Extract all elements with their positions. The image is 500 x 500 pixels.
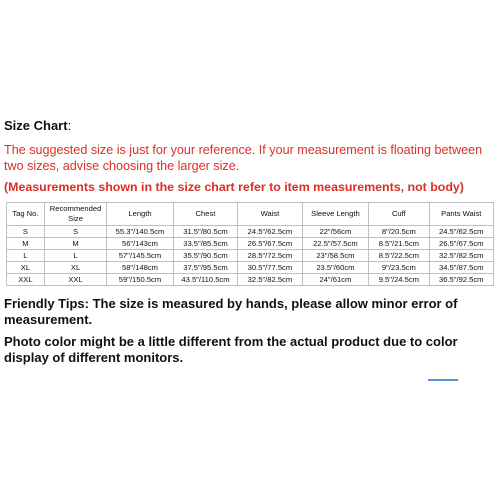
photo-color-note: Photo color might be a little different from the actual product due to color display of different monitors. bbox=[4, 334, 458, 365]
col-header-chest: Chest bbox=[173, 203, 237, 226]
table-cell: XXL bbox=[44, 274, 106, 286]
table-row bbox=[7, 226, 494, 238]
table-cell: 24.5"/62.5cm bbox=[429, 226, 493, 238]
col-header-cuff: Cuff bbox=[369, 203, 429, 226]
size-chart-title bbox=[4, 118, 496, 133]
table-row bbox=[7, 238, 494, 250]
table-cell: 23.5"/60cm bbox=[302, 262, 369, 274]
table-cell: 8.5"/21.5cm bbox=[369, 238, 429, 250]
size-chart-title-colon: : bbox=[67, 118, 72, 133]
table-cell: 32.5"/82.5cm bbox=[429, 250, 493, 262]
table-cell: XL bbox=[44, 262, 106, 274]
table-row bbox=[7, 250, 494, 262]
size-advice-note: The suggested size is just for your reference. If your measurement is floating between two sizes, advise choosing the larger size. bbox=[4, 143, 483, 173]
table-cell: 26.5"/67.5cm bbox=[238, 238, 302, 250]
table-cell: 24.5"/62.5cm bbox=[238, 226, 302, 238]
table-cell: 55.3"/140.5cm bbox=[107, 226, 174, 238]
table-cell: XL bbox=[7, 262, 45, 274]
table-cell: 22"/56cm bbox=[302, 226, 369, 238]
table-cell: 28.5"/72.5cm bbox=[238, 250, 302, 262]
table-row bbox=[7, 262, 494, 274]
table-cell: 30.5"/77.5cm bbox=[238, 262, 302, 274]
table-cell: 26.5"/67.5cm bbox=[429, 238, 493, 250]
table-cell: XXL bbox=[7, 274, 45, 286]
table-cell: 32.5"/82.5cm bbox=[238, 274, 302, 286]
size-chart-section bbox=[4, 118, 496, 366]
table-cell: 56"/143cm bbox=[107, 238, 174, 250]
table-cell: S bbox=[7, 226, 45, 238]
col-header-recommended-size: Recommended Size bbox=[44, 203, 106, 226]
table-cell: L bbox=[7, 250, 45, 262]
table-cell: 37.5"/95.5cm bbox=[173, 262, 237, 274]
col-header-waist: Waist bbox=[238, 203, 302, 226]
size-table bbox=[6, 202, 494, 286]
col-header-pants-waist: Pants Waist bbox=[429, 203, 493, 226]
table-cell: 31.5"/80.5cm bbox=[173, 226, 237, 238]
table-cell: M bbox=[44, 238, 106, 250]
table-cell: 8.5"/22.5cm bbox=[369, 250, 429, 262]
table-cell: 33.5"/85.5cm bbox=[173, 238, 237, 250]
table-cell: S bbox=[44, 226, 106, 238]
accent-underline bbox=[428, 379, 458, 381]
size-chart-title-label: Size Chart bbox=[4, 118, 68, 133]
friendly-tips: Friendly Tips: The size is measured by hands, please allow minor error of measurement. bbox=[4, 296, 458, 327]
table-cell: 36.5"/92.5cm bbox=[429, 274, 493, 286]
table-cell: 8"/20.5cm bbox=[369, 226, 429, 238]
table-cell: 23"/58.5cm bbox=[302, 250, 369, 262]
table-cell: 9"/23.5cm bbox=[369, 262, 429, 274]
col-header-length: Length bbox=[107, 203, 174, 226]
table-cell: 35.5"/90.5cm bbox=[173, 250, 237, 262]
measurement-disclaimer: (Measurements shown in the size chart refer to item measurements, not body) bbox=[4, 180, 464, 194]
table-cell: 59"/150.5cm bbox=[107, 274, 174, 286]
table-cell: 9.5"/24.5cm bbox=[369, 274, 429, 286]
table-cell: 57"/145.5cm bbox=[107, 250, 174, 262]
table-cell: 24"/61cm bbox=[302, 274, 369, 286]
table-cell: 22.5"/57.5cm bbox=[302, 238, 369, 250]
col-header-sleeve-length: Sleeve Length bbox=[302, 203, 369, 226]
table-cell: 43.5"/110.5cm bbox=[173, 274, 237, 286]
table-cell: L bbox=[44, 250, 106, 262]
table-row bbox=[7, 274, 494, 286]
table-cell: 34.5"/87.5cm bbox=[429, 262, 493, 274]
col-header-tag-no: Tag No. bbox=[7, 203, 45, 226]
table-cell: M bbox=[7, 238, 45, 250]
table-cell: 58"/148cm bbox=[107, 262, 174, 274]
size-table-header-row bbox=[7, 203, 494, 226]
